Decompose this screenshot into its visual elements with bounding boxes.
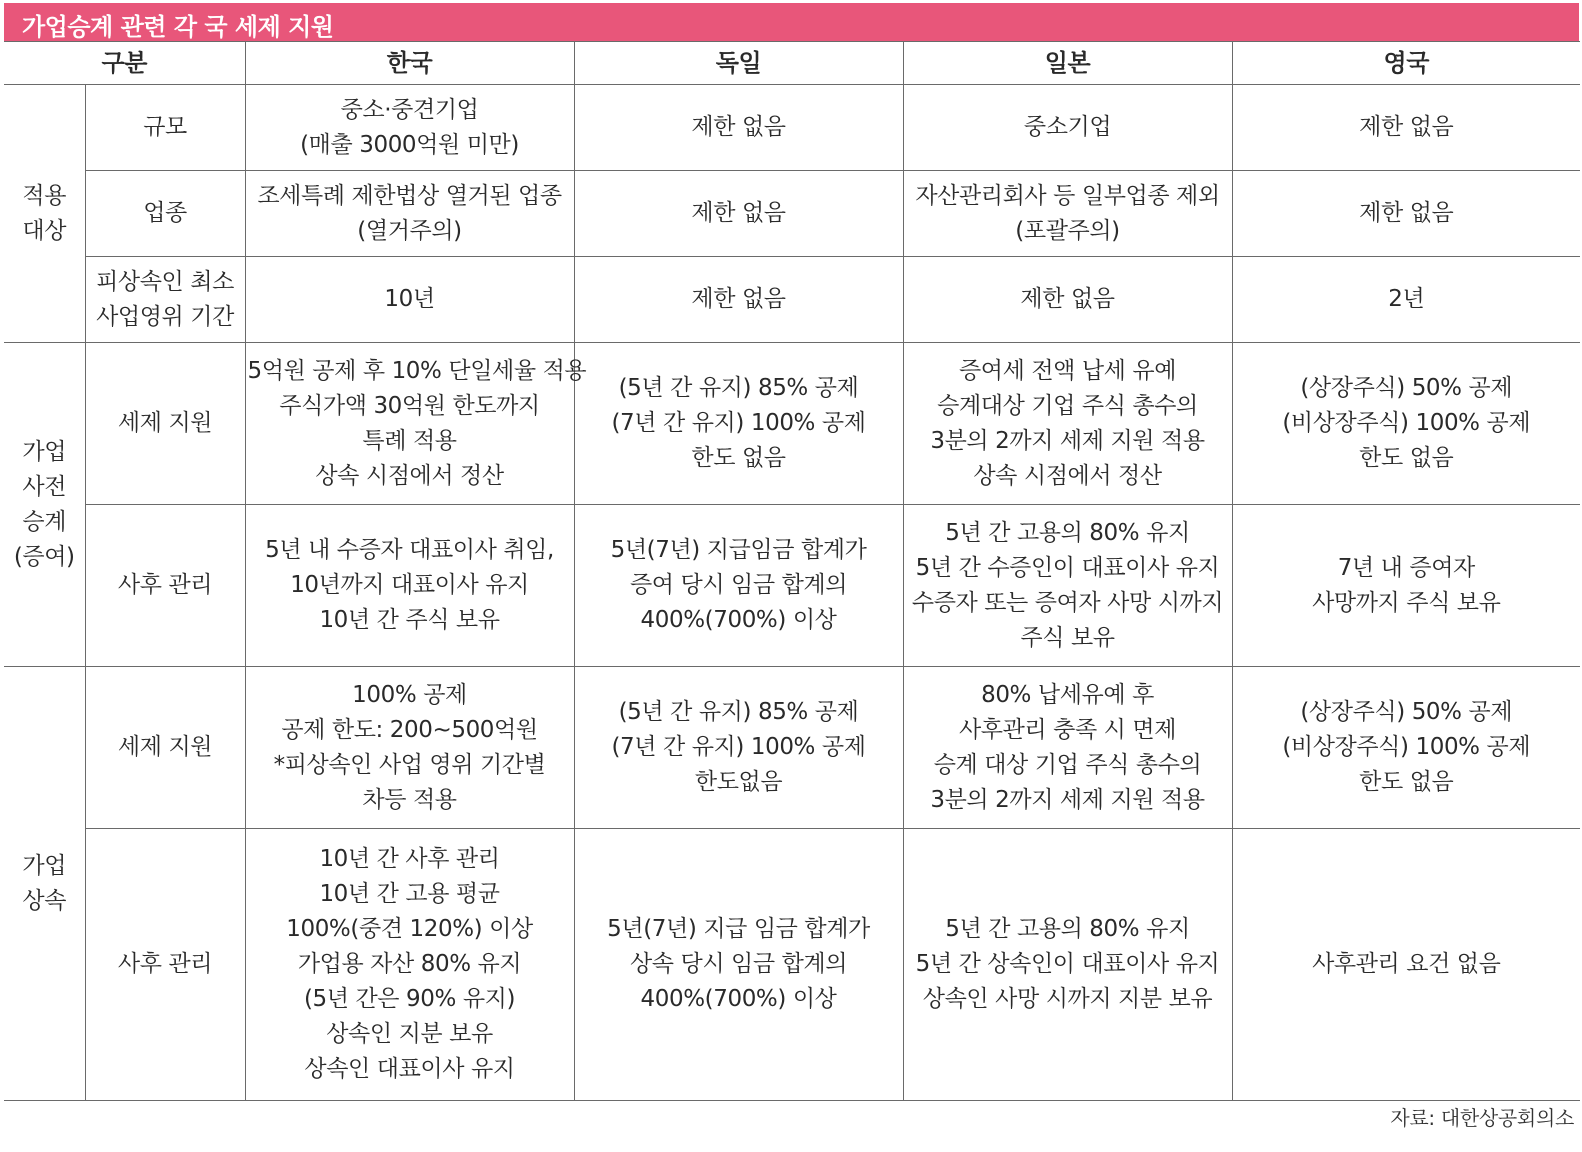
cell-line: 증여 당시 임금 합계의: [629, 572, 848, 598]
table-row: [4, 171, 1580, 257]
cell-line: 사망까지 주식 보유: [1312, 589, 1501, 616]
table-row: [4, 343, 1580, 505]
cell-line: 적용: [22, 182, 67, 209]
cell-line: (상장주식) 50% 공제: [1300, 699, 1513, 725]
cell-line: (5년 간 유지) 85% 공제: [618, 375, 859, 401]
cell-line: 한도없음: [694, 769, 783, 795]
subcategory-label: [85, 505, 245, 667]
cell-korea: [245, 257, 574, 343]
cell-korea: [245, 829, 574, 1101]
cell-line: 5년 간 수증인이 대표이사 유지: [915, 554, 1220, 581]
cell-korea: [245, 505, 574, 667]
cell-line: 10년까지 대표이사 유지: [290, 572, 529, 598]
cell-line: 피상속인 최소: [96, 268, 234, 295]
header-category: 구분: [4, 42, 245, 85]
cell-line: 수증자 또는 증여자 사망 시까지: [911, 589, 1224, 616]
cell-line: 제한 없음: [1020, 286, 1115, 312]
cell-line: 상속인 사망 시까지 지분 보유: [922, 986, 1213, 1012]
cell-line: *피상속인 사업 영위 기간별: [273, 751, 546, 778]
header-country-germany: 독일: [574, 42, 903, 85]
cell-line: (5년 간 유지) 85% 공제: [618, 699, 859, 725]
cell-germany: [574, 829, 903, 1101]
cell-line: 주식가액 30억원 한도까지: [279, 392, 540, 419]
cell-line: 5년 내 수증자 대표이사 취임,: [265, 537, 554, 563]
cell-line: 5억원 공제 후 10% 단일세율 적용: [247, 357, 587, 384]
cell-japan: [903, 829, 1232, 1101]
cell-line: 사후관리 충족 시 면제: [958, 716, 1177, 743]
cell-line: 가업: [22, 438, 67, 465]
subcategory-label: [85, 171, 245, 257]
cell-line: 제한 없음: [691, 286, 786, 312]
cell-line: 가업용 자산 80% 유지: [297, 951, 522, 977]
table-row: [4, 85, 1580, 171]
cell-germany: [574, 343, 903, 505]
cell-line: (7년 간 유지) 100% 공제: [611, 734, 866, 760]
cell-line: (상장주식) 50% 공제: [1300, 375, 1513, 401]
cell-japan: [903, 85, 1232, 171]
cell-japan: [903, 171, 1232, 257]
cell-line: 5년 간 고용의 80% 유지: [945, 519, 1190, 546]
cell-line: 상속 시점에서 정산: [315, 462, 504, 489]
cell-japan: [903, 667, 1232, 829]
cell-line: 사후 관리: [117, 572, 213, 598]
cell-line: 사후 관리: [117, 951, 213, 977]
subcategory-label: [85, 257, 245, 343]
header-country-korea: 한국: [245, 42, 574, 85]
cell-line: 상속인 지분 보유: [326, 1021, 493, 1047]
section-label: [4, 667, 85, 1101]
subcategory-label: [85, 343, 245, 505]
cell-germany: [574, 257, 903, 343]
cell-line: (비상장주식) 100% 공제: [1282, 410, 1531, 436]
cell-korea: [245, 85, 574, 171]
cell-line: 상속 시점에서 정산: [973, 462, 1162, 489]
cell-line: 5년(7년) 지급임금 합계가: [610, 537, 867, 563]
cell-uk: [1232, 257, 1580, 343]
cell-line: 대상: [22, 217, 67, 244]
cell-line: 중소기업: [1023, 114, 1112, 140]
cell-germany: [574, 667, 903, 829]
cell-japan: [903, 343, 1232, 505]
cell-uk: [1232, 171, 1580, 257]
cell-line: (증여): [13, 543, 75, 570]
cell-line: 중소·중견기업: [340, 96, 479, 123]
cell-line: 승계 대상 기업 주식 총수의: [933, 751, 1202, 778]
cell-korea: [245, 343, 587, 505]
cell-line: 증여세 전액 납세 유예: [958, 357, 1177, 384]
header-country-uk: 영국: [1232, 42, 1580, 85]
cell-line: (포괄주의): [1015, 217, 1120, 244]
cell-uk: [1232, 85, 1580, 171]
cell-line: 공제 한도: 200~500억원: [281, 716, 538, 743]
cell-line: 제한 없음: [691, 114, 786, 140]
table-row: [4, 667, 1580, 829]
section-label: [4, 343, 85, 667]
cell-line: 400%(700%) 이상: [640, 607, 837, 633]
cell-line: 10년: [384, 286, 435, 312]
cell-uk: [1232, 667, 1580, 829]
subcategory-label: [85, 85, 245, 171]
cell-germany: [574, 171, 903, 257]
subcategory-label: [85, 667, 245, 829]
cell-line: 차등 적용: [362, 786, 457, 813]
cell-japan: [903, 257, 1232, 343]
cell-line: 한도 없음: [1359, 445, 1454, 471]
cell-line: 100%(중견 120%) 이상: [286, 916, 533, 942]
cell-line: 상속: [22, 887, 67, 914]
cell-line: 제한 없음: [1359, 200, 1454, 226]
header-row: [4, 42, 1580, 85]
cell-line: 사후관리 요건 없음: [1312, 951, 1501, 977]
cell-uk: [1232, 343, 1580, 505]
cell-line: 5년 간 고용의 80% 유지: [945, 916, 1190, 942]
cell-line: 10년 간 주식 보유: [319, 607, 500, 633]
cell-line: 5년 간 상속인이 대표이사 유지: [915, 951, 1220, 977]
cell-line: 5년(7년) 지급 임금 합계가: [607, 916, 870, 942]
cell-line: 조세특례 제한법상 열거된 업종: [257, 182, 562, 209]
cell-japan: [903, 505, 1232, 667]
cell-line: 세제 지원: [117, 734, 213, 760]
cell-line: 400%(700%) 이상: [640, 986, 837, 1012]
page-title: 가업승계 관련 각 국 세제 지원: [22, 13, 334, 41]
subcategory-label: [85, 829, 245, 1101]
cell-line: (열거주의): [357, 217, 462, 244]
cell-line: 세제 지원: [117, 410, 213, 436]
cell-germany: [574, 505, 903, 667]
header-country-japan: 일본: [903, 42, 1232, 85]
section-label: [4, 85, 85, 343]
cell-line: 10년 간 고용 평균: [319, 881, 500, 907]
table-row: [4, 257, 1580, 343]
cell-line: 3분의 2까지 세제 지원 적용: [930, 786, 1205, 813]
cell-line: 승계: [22, 508, 67, 535]
cell-line: 상속 당시 임금 합계의: [629, 951, 848, 977]
cell-korea: [245, 171, 574, 257]
cell-line: 사업영위 기간: [96, 303, 234, 330]
cell-korea: [245, 667, 574, 829]
cell-uk: [1232, 829, 1580, 1101]
cell-line: 100% 공제: [352, 681, 467, 708]
title-bar: [4, 3, 1579, 41]
cell-line: 주식 보유: [1020, 624, 1115, 651]
cell-line: 규모: [143, 114, 187, 140]
cell-line: 3분의 2까지 세제 지원 적용: [930, 427, 1205, 454]
cell-line: 자산관리회사 등 일부업종 제외: [915, 182, 1220, 209]
cell-line: 제한 없음: [1359, 114, 1454, 140]
table-body: [4, 85, 1580, 1101]
cell-line: 제한 없음: [691, 200, 786, 226]
cell-line: 특례 적용: [362, 427, 457, 454]
comparison-table: [4, 41, 1580, 1101]
cell-line: 한도 없음: [1359, 769, 1454, 795]
cell-line: 상속인 대표이사 유지: [304, 1056, 515, 1082]
cell-line: 80% 납세유예 후: [981, 681, 1154, 708]
table-row: [4, 505, 1580, 667]
cell-line: 7년 내 증여자: [1337, 554, 1475, 581]
cell-germany: [574, 85, 903, 171]
cell-line: (비상장주식) 100% 공제: [1282, 734, 1531, 760]
cell-line: 한도 없음: [691, 445, 786, 471]
cell-line: 2년: [1388, 286, 1425, 312]
cell-uk: [1232, 505, 1580, 667]
cell-line: (5년 간은 90% 유지): [303, 986, 516, 1012]
cell-line: 업종: [143, 200, 187, 226]
cell-line: (7년 간 유지) 100% 공제: [611, 410, 866, 436]
source-note: 자료: 대한상공회의소: [1390, 1106, 1574, 1130]
cell-line: 사전: [22, 473, 67, 500]
table-row: [4, 829, 1580, 1101]
cell-line: 승계대상 기업 주식 총수의: [937, 392, 1198, 419]
cell-line: 가업: [22, 852, 67, 879]
cell-line: 10년 간 사후 관리: [319, 846, 500, 872]
cell-line: (매출 3000억원 미만): [300, 131, 519, 158]
